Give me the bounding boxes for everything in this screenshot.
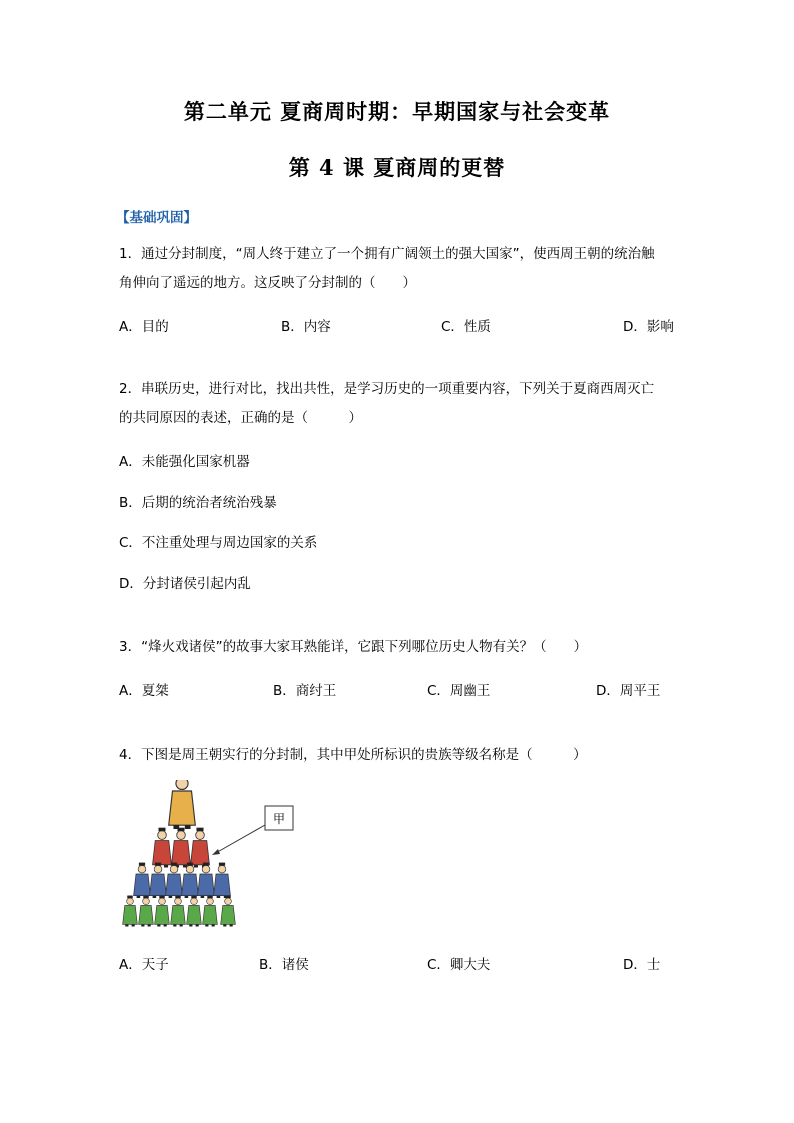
question-2-line2: 的共同原因的表述，正确的是（ ） <box>119 410 362 426</box>
scholars-tier <box>123 896 236 927</box>
question-4-line1: 4．下图是周王朝实行的分封制，其中甲处所标识的贵族等级名称是（ ） <box>119 747 587 763</box>
option-b[interactable]: B．诸侯 <box>259 957 309 973</box>
option-d[interactable]: D．分封诸侯引起内乱 <box>119 576 251 592</box>
unit-title: 第二单元 夏商周时期：早期国家与社会变革 <box>183 99 611 124</box>
option-b[interactable]: B．商纣王 <box>273 683 337 699</box>
question-1-line2: 角伸向了遥远的地方。这反映了分封制的（ ） <box>119 275 416 291</box>
option-c[interactable]: C．卿大夫 <box>427 957 491 973</box>
lesson-title: 第 4 课 夏商周的更替 <box>288 155 506 180</box>
option-a[interactable]: A．天子 <box>119 957 169 973</box>
arrow-head-icon <box>212 849 220 855</box>
option-d[interactable]: D．影响 <box>623 319 674 335</box>
option-c[interactable]: C．性质 <box>441 319 491 335</box>
feudal-hierarchy-figure <box>112 780 302 930</box>
question-1-line1: 1．通过分封制度，“周人终于建立了一个拥有广阔领土的强大国家”，使西周王朝的统治触 <box>119 246 655 262</box>
option-a[interactable]: A．夏桀 <box>119 683 169 699</box>
option-a[interactable]: A．未能强化国家机器 <box>119 454 250 470</box>
section-label: 【基础巩固】 <box>116 210 197 226</box>
nobles-tier <box>153 828 210 868</box>
pointer-arrow <box>214 825 265 854</box>
officials-tier <box>134 863 231 898</box>
option-d[interactable]: D．周平王 <box>596 683 661 699</box>
option-a[interactable]: A．目的 <box>119 319 169 335</box>
option-c[interactable]: C．周幽王 <box>427 683 491 699</box>
option-d[interactable]: D．士 <box>623 957 661 973</box>
question-2-line1: 2．串联历史，进行对比，找出共性，是学习历史的一项重要内容，下列关于夏商西周灭亡 <box>119 381 655 397</box>
figure-label: 甲 <box>272 812 286 826</box>
option-b[interactable]: B．内容 <box>281 319 331 335</box>
option-c[interactable]: C．不注重处理与周边国家的关系 <box>119 535 318 551</box>
option-b[interactable]: B．后期的统治者统治残暴 <box>119 495 277 511</box>
emperor-figure <box>169 780 196 829</box>
question-3-line1: 3．“烽火戏诸侯”的故事大家耳熟能详，它跟下列哪位历史人物有关？（ ） <box>119 639 588 655</box>
